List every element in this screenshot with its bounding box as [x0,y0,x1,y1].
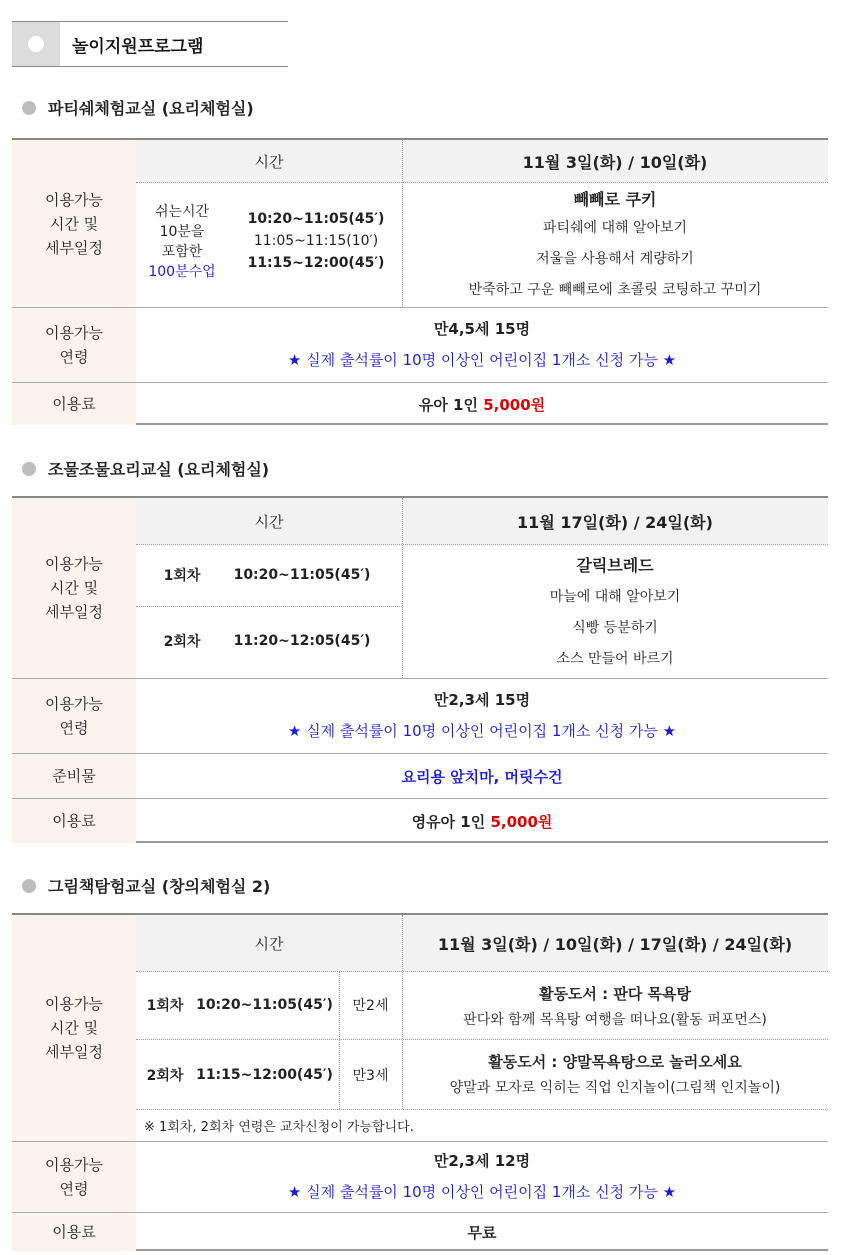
date-header: 11월 17일(화) / 24일(화) [402,498,828,544]
break-note-line: 포함한 [161,244,203,260]
date-header: 11월 3일(화) / 10일(화) / 17일(화) / 24일(화) [402,915,828,971]
bullet-icon [22,101,36,115]
divider [136,1039,828,1040]
step: 마늘에 대해 알아보기 [549,589,681,605]
section-title-2 [22,457,269,480]
book-desc: 판다와 함께 목욕탕 여행을 떠나요(활동 퍼포먼스) [463,1012,767,1028]
step: 식빵 등분하기 [572,620,658,636]
label-prep: 준비물 [12,754,136,798]
notice: ★ 실제 출석률이 10명 이상인 어린이집 1개소 신청 가능 ★ [287,1182,677,1201]
label-fee: 이용료 [12,383,136,425]
cross-note: ※ 1회차, 2회차 연령은 교차신청이 가능합니다. [144,1119,414,1135]
fee-value [136,383,828,425]
book-title: 활동도서 : 양말목욕탕으로 놀러오세요 [488,1052,742,1071]
round-time: 11:15~12:00(45′) [196,1067,333,1083]
book-title: 활동도서 : 판다 목욕탕 [538,984,692,1003]
page-title: 놀이지원프로그램 [72,36,204,57]
circle-icon [28,36,44,52]
time-list [246,206,386,276]
round-time: 10:20~11:05(45′) [233,567,371,583]
time-header: 시간 [136,915,402,971]
fee-amount: 5,000원 [483,395,546,414]
round-time: 10:20~11:05(45′) [196,997,333,1013]
bullet-icon [22,879,36,893]
break-note [142,200,222,284]
step: 저울을 사용해서 계량하기 [536,251,694,267]
date-header: 11월 3일(화) / 10일(화) [402,140,828,182]
time-header: 시간 [136,498,402,544]
round-label: 1회차 [163,568,201,584]
section-title-3 [22,874,270,897]
section-title-text: 파티쉐체험교실 (요리체험실) [48,99,254,118]
notice: ★ 실제 출석률이 10명 이상인 어린이집 1개소 신청 가능 ★ [287,350,677,369]
time-slot: 11:05~11:15(10′) [253,233,379,249]
break-note-line: 10분을 [159,224,205,240]
age-value: 만2,3세 15명 [433,690,531,709]
page-header [12,21,288,67]
round-time: 11:20~12:05(45′) [233,633,371,649]
label-age: 이용가능 연령 [12,308,136,382]
book-desc: 양말과 모자로 익히는 직업 인지놀이(그림책 인지놀이) [449,1080,781,1096]
fee-value: 무료 [467,1223,497,1242]
step: 반죽하고 구운 빼빼로에 초콜릿 코팅하고 꾸미기 [468,282,762,298]
round-age: 만3세 [352,1068,389,1084]
notice: ★ 실제 출석률이 10명 이상인 어린이집 1개소 신청 가능 ★ [287,721,677,740]
time-header: 시간 [136,140,402,182]
table-picture-book [12,913,828,1251]
table-cooking [12,496,828,843]
prep-value: 요리용 앞치마, 머릿수건 [401,767,563,786]
divider [136,182,828,183]
label-age: 이용가능 연령 [12,1142,136,1212]
step: 소스 만들어 바르기 [556,651,674,667]
label-fee: 이용료 [12,1213,136,1251]
header-icon-box [12,22,60,66]
section-title-text: 조물조물요리교실 (요리체험실) [48,460,270,479]
class-note: 100분수업 [148,264,216,280]
fee-prefix: 영유아 1인 [411,812,491,831]
label-fee: 이용료 [12,799,136,843]
round-age: 만2세 [352,998,389,1014]
label-age: 이용가능 연령 [12,679,136,753]
divider [136,1109,828,1110]
label-schedule: 이용가능 시간 및 세부일정 [12,498,136,678]
menu-title: 갈릭브레드 [576,555,654,575]
fee-prefix: 유아 1인 [418,395,484,414]
divider [136,606,402,607]
round-label: 1회차 [146,998,184,1014]
label-schedule: 이용가능 시간 및 세부일정 [12,915,136,1141]
label-schedule: 이용가능 시간 및 세부일정 [12,140,136,307]
round-label: 2회차 [163,634,201,650]
step: 파티쉐에 대해 알아보기 [542,220,688,236]
fee-amount: 5,000원 [490,812,553,831]
round-label: 2회차 [146,1068,184,1084]
time-slot: 11:15~12:00(45′) [247,255,385,271]
section-title-text: 그림책탐험교실 (창의체험실 2) [48,877,271,896]
age-value: 만4,5세 15명 [433,319,531,338]
bullet-icon [22,462,36,476]
fee-value [136,799,828,843]
table-party-chef [12,138,828,425]
age-value: 만2,3세 12명 [433,1151,531,1170]
section-title-1 [22,96,254,119]
break-note-line: 쉬는시간 [154,204,210,220]
menu-title: 빼빼로 쿠키 [573,189,657,209]
time-slot: 10:20~11:05(45′) [247,211,385,227]
